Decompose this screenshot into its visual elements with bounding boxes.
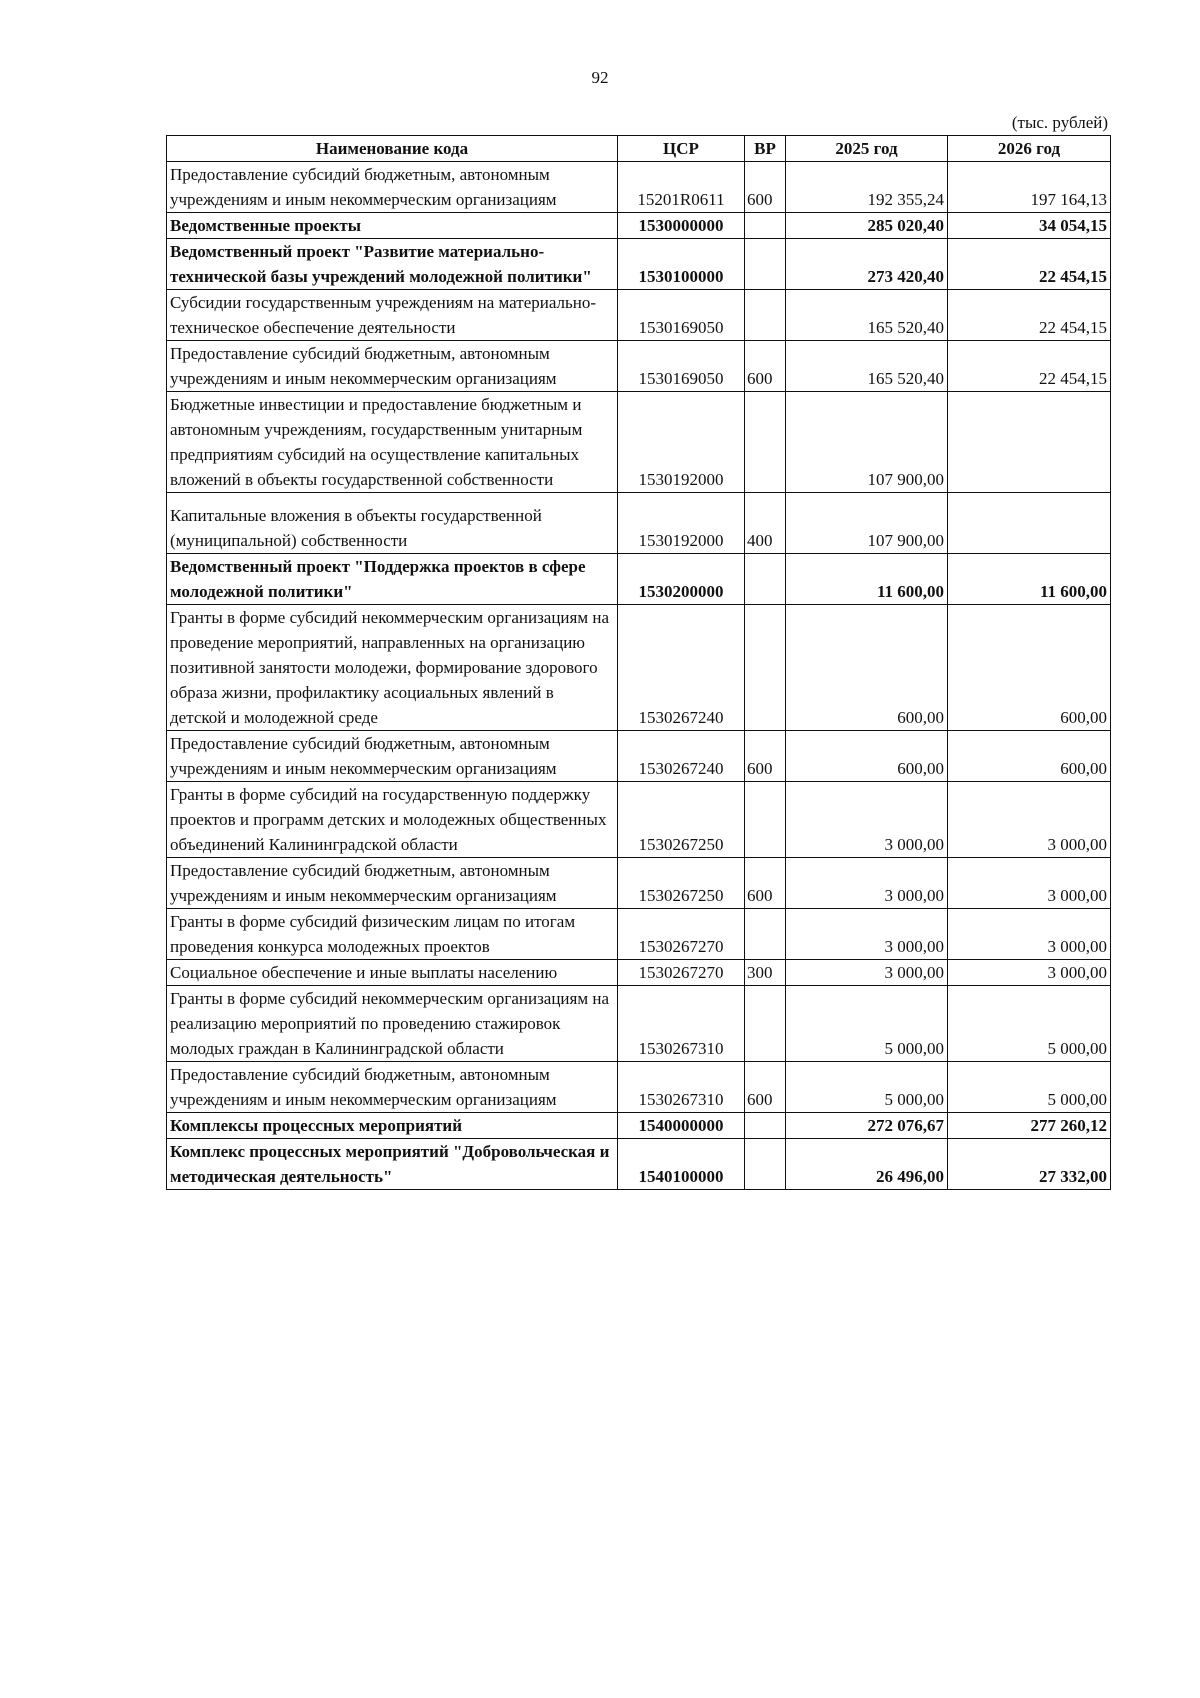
cell-2025: 3 000,00 bbox=[786, 960, 948, 986]
table-row bbox=[167, 554, 1111, 605]
cell-csr: 1530169050 bbox=[618, 290, 745, 341]
cell-name: Гранты в форме субсидий некоммерческим организациям на проведение мероприятий, направленных на организацию позитивной занятости молодежи, формирование здорового образа жизни, профилактику асоциальных явлений в детской и молодежной среде bbox=[167, 605, 618, 731]
table-row bbox=[167, 290, 1111, 341]
cell-name: Гранты в форме субсидий физическим лицам по итогам проведения конкурса молодежных проектов bbox=[167, 909, 618, 960]
cell-csr: 1530267240 bbox=[618, 731, 745, 782]
cell-csr: 1530267310 bbox=[618, 1062, 745, 1113]
cell-csr: 1540000000 bbox=[618, 1113, 745, 1139]
cell-2025: 107 900,00 bbox=[786, 493, 948, 554]
cell-2025: 600,00 bbox=[786, 605, 948, 731]
cell-2025: 5 000,00 bbox=[786, 1062, 948, 1113]
cell-csr: 1530200000 bbox=[618, 554, 745, 605]
cell-2025: 3 000,00 bbox=[786, 782, 948, 858]
table-row bbox=[167, 782, 1111, 858]
cell-vr bbox=[745, 1113, 786, 1139]
table-body bbox=[167, 162, 1111, 1190]
cell-vr bbox=[745, 782, 786, 858]
header-vr: ВР bbox=[745, 136, 786, 162]
cell-vr: 600 bbox=[745, 1062, 786, 1113]
cell-vr bbox=[745, 239, 786, 290]
cell-csr: 1530267250 bbox=[618, 782, 745, 858]
cell-2026: 5 000,00 bbox=[948, 1062, 1111, 1113]
cell-csr: 1530000000 bbox=[618, 213, 745, 239]
cell-2026: 22 454,15 bbox=[948, 239, 1111, 290]
cell-vr: 600 bbox=[745, 858, 786, 909]
table-row bbox=[167, 858, 1111, 909]
header-csr: ЦСР bbox=[618, 136, 745, 162]
cell-vr bbox=[745, 290, 786, 341]
table-row bbox=[167, 960, 1111, 986]
table-row bbox=[167, 341, 1111, 392]
cell-csr: 1530267270 bbox=[618, 960, 745, 986]
header-2026: 2026 год bbox=[948, 136, 1111, 162]
table-row bbox=[167, 731, 1111, 782]
cell-2025: 192 355,24 bbox=[786, 162, 948, 213]
cell-vr bbox=[745, 1139, 786, 1190]
cell-name: Социальное обеспечение и иные выплаты населению bbox=[167, 960, 618, 986]
cell-2026: 5 000,00 bbox=[948, 986, 1111, 1062]
cell-2026 bbox=[948, 493, 1111, 554]
budget-table bbox=[166, 135, 1111, 1190]
cell-name: Ведомственный проект "Поддержка проектов в сфере молодежной политики" bbox=[167, 554, 618, 605]
table-row bbox=[167, 162, 1111, 213]
cell-name: Ведомственные проекты bbox=[167, 213, 618, 239]
cell-name: Гранты в форме субсидий некоммерческим организациям на реализацию мероприятий по проведению стажировок молодых граждан в Калининградской области bbox=[167, 986, 618, 1062]
cell-csr: 1530100000 bbox=[618, 239, 745, 290]
cell-csr: 1530267270 bbox=[618, 909, 745, 960]
units-label: (тыс. рублей) bbox=[1011, 113, 1108, 132]
cell-csr: 1530267250 bbox=[618, 858, 745, 909]
cell-name: Бюджетные инвестиции и предоставление бюджетным и автономным учреждениям, государственным унитарным предприятиям субсидий на осуществление капитальных вложений в объекты государственной собственности bbox=[167, 392, 618, 493]
cell-vr bbox=[745, 909, 786, 960]
cell-2026: 3 000,00 bbox=[948, 960, 1111, 986]
cell-2025: 107 900,00 bbox=[786, 392, 948, 493]
cell-name: Субсидии государственным учреждениям на материально-техническое обеспечение деятельности bbox=[167, 290, 618, 341]
cell-vr bbox=[745, 392, 786, 493]
cell-vr: 600 bbox=[745, 162, 786, 213]
cell-csr: 1530267310 bbox=[618, 986, 745, 1062]
table-row bbox=[167, 605, 1111, 731]
cell-2025: 5 000,00 bbox=[786, 986, 948, 1062]
table-row bbox=[167, 392, 1111, 493]
cell-2026: 27 332,00 bbox=[948, 1139, 1111, 1190]
cell-vr: 600 bbox=[745, 731, 786, 782]
cell-csr: 1530267240 bbox=[618, 605, 745, 731]
cell-2025: 26 496,00 bbox=[786, 1139, 948, 1190]
cell-vr: 300 bbox=[745, 960, 786, 986]
cell-2025: 3 000,00 bbox=[786, 858, 948, 909]
cell-name: Предоставление субсидий бюджетным, автономным учреждениям и иным некоммерческим организациям bbox=[167, 858, 618, 909]
cell-name: Предоставление субсидий бюджетным, автономным учреждениям и иным некоммерческим организациям bbox=[167, 731, 618, 782]
cell-2026: 600,00 bbox=[948, 731, 1111, 782]
table-row bbox=[167, 909, 1111, 960]
table-row bbox=[167, 1062, 1111, 1113]
cell-name: Комплексы процессных мероприятий bbox=[167, 1113, 618, 1139]
cell-2025: 600,00 bbox=[786, 731, 948, 782]
cell-2026: 22 454,15 bbox=[948, 290, 1111, 341]
cell-name: Ведомственный проект "Развитие материально-технической базы учреждений молодежной политики" bbox=[167, 239, 618, 290]
cell-2026 bbox=[948, 392, 1111, 493]
table-row bbox=[167, 239, 1111, 290]
cell-name: Предоставление субсидий бюджетным, автономным учреждениям и иным некоммерческим организациям bbox=[167, 341, 618, 392]
page-number: 92 bbox=[591, 68, 609, 87]
cell-vr bbox=[745, 605, 786, 731]
table-row bbox=[167, 493, 1111, 554]
cell-name: Гранты в форме субсидий на государственную поддержку проектов и программ детских и молодежных общественных объединений Калининградской области bbox=[167, 782, 618, 858]
table-row bbox=[167, 986, 1111, 1062]
cell-name: Предоставление субсидий бюджетным, автономным учреждениям и иным некоммерческим организациям bbox=[167, 162, 618, 213]
cell-vr bbox=[745, 986, 786, 1062]
cell-csr: 15201R0611 bbox=[618, 162, 745, 213]
cell-2025: 3 000,00 bbox=[786, 909, 948, 960]
cell-csr: 1530169050 bbox=[618, 341, 745, 392]
header-2025: 2025 год bbox=[786, 136, 948, 162]
cell-2026: 34 054,15 bbox=[948, 213, 1111, 239]
cell-csr: 1530192000 bbox=[618, 493, 745, 554]
cell-csr: 1530192000 bbox=[618, 392, 745, 493]
cell-2026: 3 000,00 bbox=[948, 909, 1111, 960]
cell-name: Предоставление субсидий бюджетным, автономным учреждениям и иным некоммерческим организациям bbox=[167, 1062, 618, 1113]
table-row bbox=[167, 1139, 1111, 1190]
table-row bbox=[167, 1113, 1111, 1139]
cell-2026: 3 000,00 bbox=[948, 782, 1111, 858]
cell-2025: 273 420,40 bbox=[786, 239, 948, 290]
table-header-row bbox=[167, 136, 1111, 162]
cell-2025: 165 520,40 bbox=[786, 290, 948, 341]
cell-2025: 272 076,67 bbox=[786, 1113, 948, 1139]
cell-vr bbox=[745, 213, 786, 239]
cell-name: Капитальные вложения в объекты государственной (муниципальной) собственности bbox=[167, 493, 618, 554]
cell-csr: 1540100000 bbox=[618, 1139, 745, 1190]
cell-name: Комплекс процессных мероприятий "Добровольческая и методическая деятельность" bbox=[167, 1139, 618, 1190]
cell-vr: 600 bbox=[745, 341, 786, 392]
cell-2026: 197 164,13 bbox=[948, 162, 1111, 213]
cell-vr bbox=[745, 554, 786, 605]
cell-vr: 400 bbox=[745, 493, 786, 554]
header-name: Наименование кода bbox=[167, 136, 618, 162]
cell-2026: 600,00 bbox=[948, 605, 1111, 731]
cell-2025: 165 520,40 bbox=[786, 341, 948, 392]
table-row bbox=[167, 213, 1111, 239]
cell-2026: 277 260,12 bbox=[948, 1113, 1111, 1139]
cell-2025: 285 020,40 bbox=[786, 213, 948, 239]
cell-2026: 11 600,00 bbox=[948, 554, 1111, 605]
cell-2026: 3 000,00 bbox=[948, 858, 1111, 909]
cell-2026: 22 454,15 bbox=[948, 341, 1111, 392]
cell-2025: 11 600,00 bbox=[786, 554, 948, 605]
